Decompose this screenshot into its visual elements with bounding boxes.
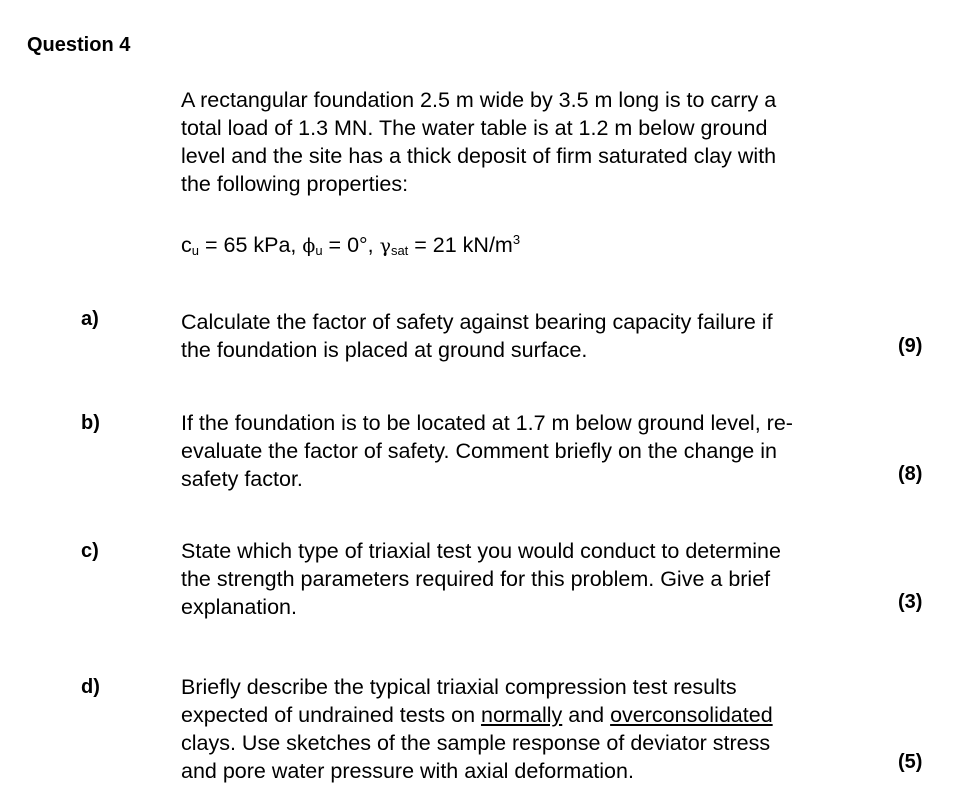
part-a-marks: (9) (898, 335, 923, 357)
part-b-marks: (8) (898, 463, 923, 485)
cu-symbol: c (181, 233, 192, 257)
part-d-label: d) (81, 676, 100, 698)
part-c-line: State which type of triaxial test you would conduct to determine (181, 539, 781, 563)
part-a-text (181, 308, 871, 364)
intro-line: A rectangular foundation 2.5 m wide by 3.5 m long is to carry a (181, 88, 777, 112)
intro-line: total load of 1.3 MN. The water table is at 1.2 m below ground (181, 116, 768, 140)
underlined-overconsolidated: overconsolidated (610, 703, 773, 727)
part-b-line: safety factor. (181, 467, 303, 491)
part-d-line2-start: expected of undrained tests on (181, 703, 482, 727)
part-a-line: Calculate the factor of safety against bearing capacity failure if (181, 310, 773, 334)
part-c-text (181, 537, 871, 621)
intro-line: level and the site has a thick deposit of firm saturated clay with (181, 144, 777, 168)
phi-subscript: u (315, 243, 323, 258)
cu-subscript: u (191, 243, 199, 258)
part-c-label: c) (81, 540, 99, 562)
part-b-text (181, 409, 871, 493)
part-d-line: and pore water pressure with axial deformation. (181, 759, 634, 783)
part-d-line (181, 701, 871, 729)
part-c-marks: (3) (898, 591, 923, 613)
part-d-line: Briefly describe the typical triaxial compression test results (181, 675, 737, 699)
part-b-line: If the foundation is to be located at 1.7 m below ground level, re- (181, 411, 793, 435)
question-heading: Question 4 (27, 34, 131, 56)
part-d-line2-and: and (562, 703, 611, 727)
intro-line: the following properties: (181, 172, 409, 196)
part-a-label: a) (81, 308, 99, 330)
gamma-subscript: sat (390, 243, 409, 258)
part-b-label: b) (81, 412, 100, 434)
part-b-line: evaluate the factor of safety. Comment briefly on the change in (181, 439, 777, 463)
underlined-normally: normally (481, 703, 563, 727)
part-d-text (181, 673, 871, 785)
phi-symbol: ϕ (302, 235, 316, 257)
cu-value: = 65 kPa, (198, 233, 303, 257)
gamma-exponent: 3 (512, 232, 521, 247)
part-a-line: the foundation is placed at ground surface. (181, 338, 588, 362)
part-c-line: explanation. (181, 595, 297, 619)
part-c-line: the strength parameters required for this problem. Give a brief (181, 567, 771, 591)
part-d-line: clays. Use sketches of the sample response of deviator stress (181, 731, 771, 755)
phi-value: = 0°, (322, 233, 380, 257)
gamma-value: = 21 kN/m (408, 233, 513, 257)
part-d-marks: (5) (898, 751, 923, 773)
soil-properties (181, 226, 520, 265)
gamma-symbol: γ (379, 235, 391, 257)
question-intro (181, 86, 871, 198)
